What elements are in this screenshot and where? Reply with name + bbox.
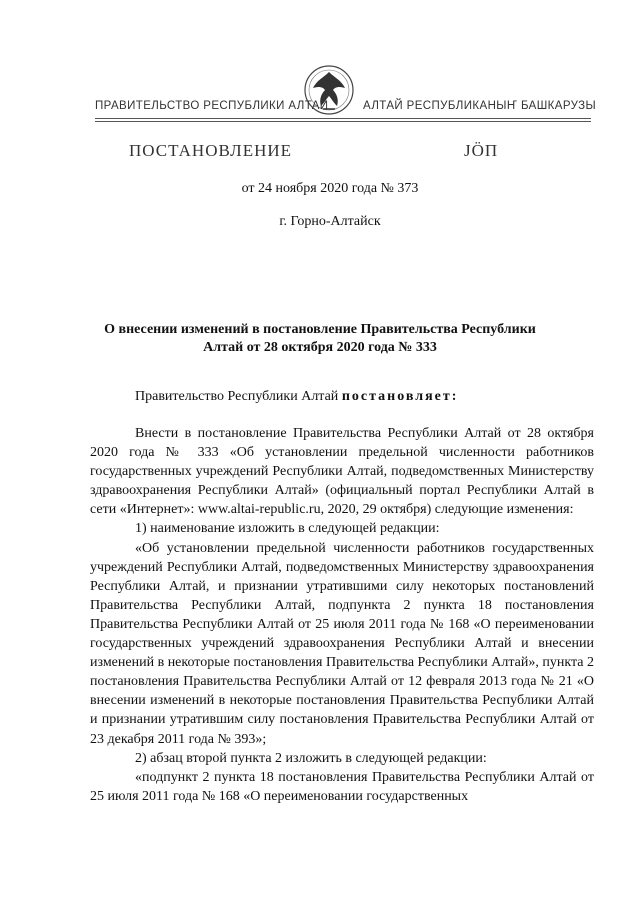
document-city: г. Горно-Алтайск xyxy=(279,214,381,229)
body-paragraph: «Об установлении предельной численности работников государственных учреждений Республики Алтай, подведомственных Министерству здравоохранения Республики Алтай, и признании утратившими силу некоторых постановлений Правительства Республики Алтай, подпункта 2 пункта 18 постановления Правительства Республики Алтай от 25 июля 2011 года № 168 «О переименовании государственных учреждений здравоохранения Республики Алтай и внесении изменений в некоторые постановления Правительства Республики Алтай», пункта 2 постановления Правительства Республики Алтай от 12 февраля 2013 года № 21 «О внесении изменений в некоторые постановления Правительства Республики Алтай и признании утратившим силу постановления Правительства Республики Алтай от 23 декабря 2011 года № 393»; xyxy=(90,540,594,747)
government-name-altai: АЛТАЙ РЕСПУБЛИКАНЫҤ БАШКАРУЗЫ xyxy=(363,100,597,112)
header-rule xyxy=(95,118,591,119)
document-body xyxy=(90,424,594,806)
body-paragraph: «подпункт 2 пункта 18 постановления Правительства Республики Алтай от 25 июля 2011 года № 168 «О переименовании государственных xyxy=(90,769,594,804)
body-paragraph: 1) наименование изложить в следующей редакции: xyxy=(135,521,440,537)
intro-lead: Правительство Республики Алтай xyxy=(135,389,342,404)
document-title: О внесении изменений в постановление Правительства Республики Алтай от 28 октября 2020 года № 333 xyxy=(104,322,536,355)
body-paragraph: Внести в постановление Правительства Республики Алтай от 28 октября 2020 года № 333 «Об установлении предельной численности работников государственных учреждений Республики Алтай, подведомственных Министерству здравоохранения Республики Алтай» (официальный портал Республики Алтай в сети «Интернет»: www.altai-republic.ru, 2020, 29 октября) следующие изменения: xyxy=(90,426,594,518)
doc-type-altai: ЈӦП xyxy=(464,141,499,160)
intro-verb: постановляет: xyxy=(341,389,459,404)
government-name-ru: ПРАВИТЕЛЬСТВО РЕСПУБЛИКИ АЛТАЙ xyxy=(95,100,329,112)
intro-line xyxy=(135,389,458,405)
body-paragraph: 2) абзац второй пункта 2 изложить в следующей редакции: xyxy=(135,750,487,766)
doc-type-ru: ПОСТАНОВЛЕНИЕ xyxy=(129,141,293,160)
document-date: от 24 ноября 2020 года № 373 xyxy=(241,181,419,196)
header-rule xyxy=(95,121,591,122)
